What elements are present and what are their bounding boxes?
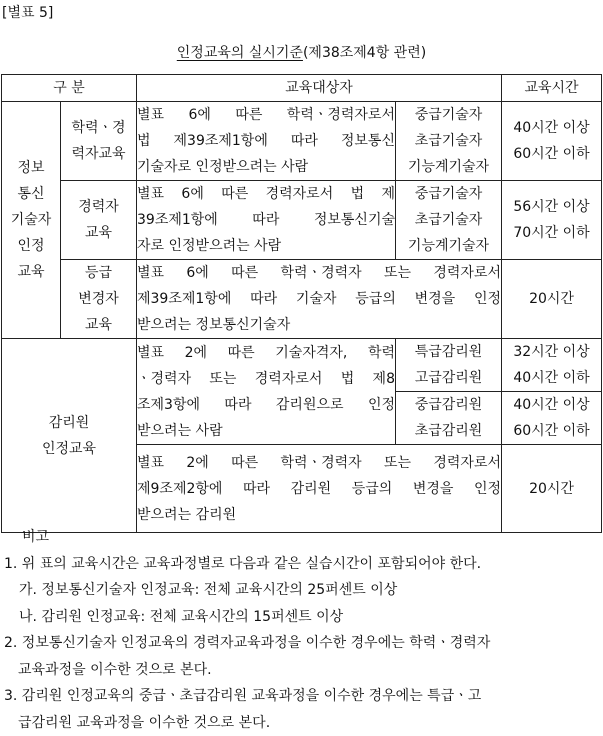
level-line: 고급감리원 bbox=[396, 365, 501, 391]
group2-label-line: 인정교육 bbox=[2, 436, 136, 462]
note-continuation: 급감리원 교육과정을 이수한 것으로 본다. bbox=[0, 710, 603, 736]
row-levels bbox=[396, 392, 502, 445]
row-description bbox=[137, 181, 396, 260]
level-line: 중급기술자 bbox=[396, 102, 501, 128]
group2-label bbox=[2, 339, 137, 533]
level-line: 초급기술자 bbox=[396, 207, 501, 233]
description-line: 별표 2에 따른 학력ㆍ경력자 또는 경력자로서 bbox=[137, 450, 501, 476]
row-description bbox=[137, 102, 396, 181]
hours-line: 56시간 이상 bbox=[502, 194, 601, 220]
table-row bbox=[2, 102, 602, 181]
row-name bbox=[61, 181, 137, 260]
table-row bbox=[2, 181, 602, 260]
hours-line: 60시간 이하 bbox=[502, 141, 601, 167]
description-line: 39조제1항에 따라 정보통신기술 bbox=[137, 207, 395, 233]
row-description bbox=[137, 260, 502, 339]
description-line: 받으려는 정보통신기술자 bbox=[137, 312, 501, 338]
description-line: 받으려는 사람 bbox=[137, 418, 395, 444]
note-item: 1. 위 표의 교육시간은 교육과정별로 다음과 같은 실습시간이 포함되어야 한다. bbox=[0, 551, 603, 578]
hours-line: 40시간 이하 bbox=[502, 365, 601, 391]
note-item: 2. 정보통신기술자 인정교육의 경력자교육과정을 이수한 경우에는 학력ㆍ경력자 bbox=[0, 630, 603, 657]
row-hours: 20시간 bbox=[502, 260, 602, 339]
table-row bbox=[2, 339, 602, 392]
header-category: 구 분 bbox=[2, 75, 137, 102]
title-reference: (제38조제4항 관련) bbox=[303, 45, 426, 61]
row-hours bbox=[502, 392, 602, 445]
level-line: 초급기술자 bbox=[396, 128, 501, 154]
header-target: 교육대상자 bbox=[137, 75, 502, 102]
description-line: 기술자로 인정받으려는 사람 bbox=[137, 154, 395, 180]
level-line: 특급감리원 bbox=[396, 339, 501, 365]
row-levels bbox=[396, 181, 502, 260]
note-subitem: 가. 정보통신기술자 인정교육: 전체 교육시간의 25퍼센트 이상 bbox=[0, 577, 603, 604]
description-line: ㆍ경력자 또는 경력자로서 법 제8 bbox=[137, 366, 395, 392]
description-line: 제39조제1항에 따라 기술자 등급의 변경을 인정 bbox=[137, 286, 501, 312]
hours-line: 40시간 이상 bbox=[502, 392, 601, 418]
table-row bbox=[2, 260, 602, 339]
description-line: 별표 2에 따른 기술자격자, 학력 bbox=[137, 340, 395, 366]
group1-label-line: 기술자 bbox=[2, 207, 60, 233]
annex-tag: [별표 5] bbox=[2, 2, 53, 22]
description-line: 자로 인정받으려는 사람 bbox=[137, 233, 395, 259]
description-line: 법 제39조제1항에 따라 정보통신 bbox=[137, 128, 395, 154]
row-levels bbox=[396, 339, 502, 392]
note-continuation: 교육과정을 이수한 것으로 본다. bbox=[0, 657, 603, 684]
row-name-line: 력자교육 bbox=[61, 141, 136, 167]
row-description bbox=[137, 445, 502, 533]
row-name-line: 등급 bbox=[61, 260, 136, 286]
hours-line: 60시간 이하 bbox=[502, 418, 601, 444]
row-hours bbox=[502, 181, 602, 260]
row-hours bbox=[502, 339, 602, 392]
hours-line: 70시간 이하 bbox=[502, 220, 601, 246]
group1-label-line: 정보 bbox=[2, 155, 60, 181]
description-line: 별표 6에 따른 경력자로서 법 제 bbox=[137, 181, 395, 207]
row-hours bbox=[502, 102, 602, 181]
description-line: 별표 6에 따른 학력ㆍ경력자로서 bbox=[137, 102, 395, 128]
row-levels bbox=[396, 102, 502, 181]
description-line: 제9조제2항에 따라 감리원 등급의 변경을 인정 bbox=[137, 476, 501, 502]
title-main: 인정교육의 실시기준 bbox=[177, 45, 303, 61]
level-line: 중급감리원 bbox=[396, 392, 501, 418]
group2-label-line: 감리원 bbox=[2, 410, 136, 436]
level-line: 기능계기술자 bbox=[396, 233, 501, 259]
row-name-line: 변경자 bbox=[61, 286, 136, 312]
description-line: 받으려는 감리원 bbox=[137, 502, 501, 528]
row-name-line: 학력ㆍ경 bbox=[61, 115, 136, 141]
note-subitem: 나. 감리원 인정교육: 전체 교육시간의 15퍼센트 이상 bbox=[0, 604, 603, 631]
row-name bbox=[61, 260, 137, 339]
group1-label bbox=[2, 102, 61, 339]
group1-label-line: 교육 bbox=[2, 259, 60, 285]
document-title bbox=[0, 42, 603, 62]
row-name bbox=[61, 102, 137, 181]
hours-line: 32시간 이상 bbox=[502, 339, 601, 365]
group1-label-line: 인정 bbox=[2, 233, 60, 259]
row-name-line: 경력자 bbox=[61, 194, 136, 220]
standards-table bbox=[1, 74, 602, 533]
group1-label-line: 통신 bbox=[2, 181, 60, 207]
note-item: 3. 감리원 인정교육의 중급ㆍ초급감리원 교육과정을 이수한 경우에는 특급ㆍ고 bbox=[0, 683, 603, 710]
row-hours: 20시간 bbox=[502, 445, 602, 533]
description-line: 별표 6에 따른 학력ㆍ경력자 또는 경력자로서 bbox=[137, 260, 501, 286]
row-name-line: 교육 bbox=[61, 220, 136, 246]
hours-line: 40시간 이상 bbox=[502, 115, 601, 141]
notes-heading: 비고 bbox=[0, 524, 603, 551]
description-line: 조제3항에 따라 감리원으로 인정 bbox=[137, 392, 395, 418]
notes-section bbox=[0, 524, 603, 736]
level-line: 기능계기술자 bbox=[396, 154, 501, 180]
level-line: 초급감리원 bbox=[396, 418, 501, 444]
header-hours: 교육시간 bbox=[502, 75, 602, 102]
row-name-line: 교육 bbox=[61, 312, 136, 338]
level-line: 중급기술자 bbox=[396, 181, 501, 207]
row-description bbox=[137, 339, 396, 445]
table-header-row bbox=[2, 75, 602, 102]
